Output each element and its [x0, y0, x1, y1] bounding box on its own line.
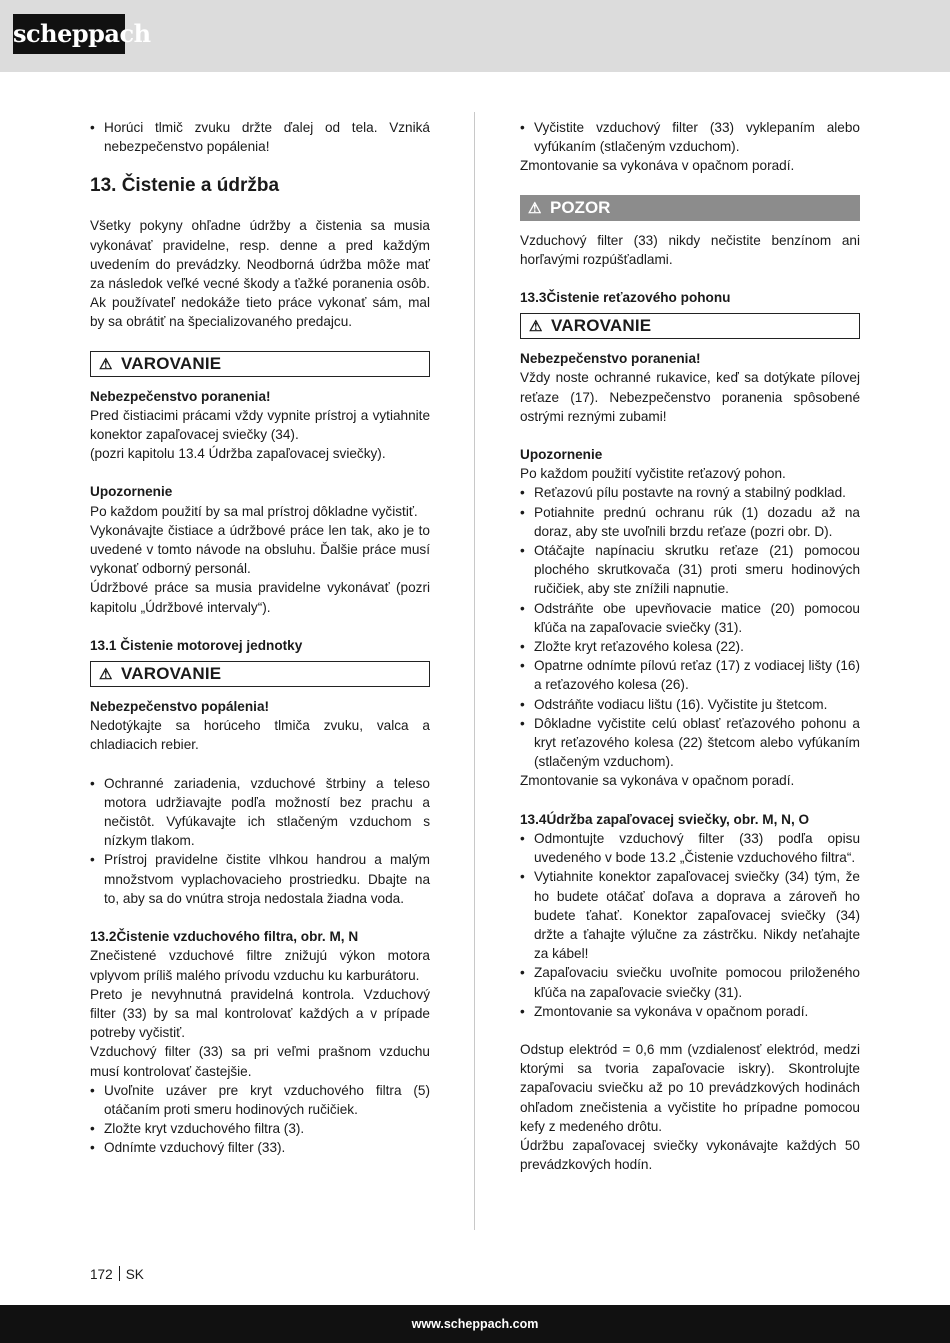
list-item: • Dôkladne vyčistite celú oblasť reťazového pohonu a kryt reťazového kolesa (22) štetcom alebo vyfúkaním (stlačeným vzduchom). [520, 714, 860, 772]
caution-text: Vzduchový filter (33) nikdy nečistite benzínom ani horľavými rozpúšťadlami. [520, 232, 860, 267]
bullet-list [520, 118, 860, 156]
section-13-intro: Všetky pokyny ohľadne údržby a čistenia sa musia vykonávať pravidelne, resp. denne a pred každým uvedením do prevádzky. Neodborná údržba môže mať za následok veľké vecné škody a ťažké poranenia osôb. Ak používateľ nedokáže tieto práce vykonať sám, mal by sa obrátiť na špecializovaného predajcu. [90, 218, 430, 330]
note-text: Po každom použití vyčistite reťazový pohon. [520, 466, 786, 482]
bullet-list [520, 829, 860, 1021]
paragraph: Zmontovanie sa vykonáva v opačnom poradí. [520, 158, 795, 174]
section-13-title: 13. Čistenie a údržba [90, 175, 280, 197]
list-item: • Opatrne odnímte pílovú reťaz (17) z vodiacej lišty (16) a reťazového kolesa (26). [520, 656, 860, 694]
note-text: Údržbové práce sa musia pravidelne vykonávať (pozri kapitolu „Údržbové intervaly“). [90, 580, 430, 615]
paragraph: Odstup elektród = 0,6 mm (vzdialenosť elektród, medzi ktorými sa tvoria zapaľovacie iskry). Skontrolujte zapaľovaciu sviečku až po 10 prevádzkových hodinách ohľadom znečistenia a vyčistite ho prípadne pomocou kefy z medeného drôtu. [520, 1041, 860, 1134]
section-13-4-title: 13.4Údržba zapaľovacej sviečky, obr. M, N, O [520, 811, 810, 827]
warning-text: Nedotýkajte sa horúceho tlmiča zvuku, valca a chladiacich rebier. [90, 718, 430, 753]
note-text: Vykonávajte čistiace a údržbové práce len tak, ako je to uvedené v tomto návode na obsluhu. Ďalšie práce musí vykonať odborný personál. [90, 522, 430, 577]
column-divider [474, 112, 475, 1230]
warning-triangle-icon: ⚠ [99, 666, 113, 684]
page-number-separator [119, 1266, 120, 1281]
note-heading: Upozornenie [90, 484, 173, 500]
list-item: • Potiahnite prednú ochranu rúk (1) dozadu až na doraz, aby ste uvoľnili brzdu reťaze (pozri obr. D). [520, 503, 860, 541]
header-band [0, 0, 950, 72]
warning-box [90, 661, 430, 687]
warning-text-ref: (pozri kapitolu 13.4 Údržba zapaľovacej sviečky). [90, 446, 386, 462]
list-item: • Vytiahnite konektor zapaľovacej sviečky (34) tým, že ho budete otáčať doľava a doprava a zároveň ho budete ťahať. Konektor zapaľovacej sviečky (34) držte a ťahajte výlučne za zástrčku. Nikdy neťahajte za kábel! [520, 867, 860, 963]
section-13-1-title: 13.1 Čistenie motorovej jednotky [90, 637, 303, 653]
scheppach-logo: scheppach [13, 14, 125, 54]
note-text: Po každom použití by sa mal prístroj dôkladne vyčistiť. [90, 503, 418, 519]
list-item: • Zložte kryt reťazového kolesa (22). [520, 637, 860, 656]
list-item: • Odmontujte vzduchový filter (33) podľa opisu uvedeného v bode 13.2 „Čistenie vzduchového filtra“. [520, 829, 860, 867]
warning-box [520, 313, 860, 339]
warning-triangle-icon: ⚠ [99, 355, 113, 373]
warning-heading: Nebezpečenstvo poranenia! [90, 388, 271, 404]
list-item: • Odstráňte obe upevňovacie matice (20) pomocou kľúča na zapaľovacie sviečky (31). [520, 599, 860, 637]
list-item: • Prístroj pravidelne čistite vlhkou handrou a malým množstvom vyplachovacieho prostriedku. Dbajte na to, aby sa do vnútra stroja nedostala žiadna voda. [90, 850, 430, 908]
caution-box [520, 195, 860, 221]
bullet-list [90, 774, 430, 908]
paragraph: Údržbu zapaľovacej sviečky vykonávajte každých 50 prevádzkových hodín. [520, 1137, 860, 1173]
section-13-3-title: 13.3Čistenie reťazového pohonu [520, 290, 731, 306]
paragraph: Zmontovanie sa vykonáva v opačnom poradí. [520, 773, 795, 789]
warning-heading: Nebezpečenstvo popálenia! [90, 699, 270, 715]
list-item: • Odstráňte vodiacu lištu (16). Vyčistite ju štetcom. [520, 695, 860, 714]
list-item: • Zapaľovaciu sviečku uvoľnite pomocou priloženého kľúča na zapaľovacie sviečky (31). [520, 963, 860, 1001]
list-item: • Ochranné zariadenia, vzduchové štrbiny a teleso motora udržiavajte podľa možností bez prachu a nečistôt. Vyfúkavajte ich stlačeným vzduchom s nízkym tlakom. [90, 774, 430, 851]
language-code: SK [125, 1267, 144, 1282]
warning-triangle-icon: ⚠ [529, 318, 543, 336]
warning-text: Pred čistiacimi prácami vždy vypnite prístroj a vytiahnite konektor zapaľovacej sviečky (34). [90, 407, 430, 443]
list-item: • Zložte kryt vzduchového filtra (3). [90, 1119, 430, 1138]
left-column [90, 118, 430, 1158]
warning-box [90, 351, 430, 377]
caution-label: POZOR [550, 197, 611, 217]
list-item: • Reťazovú pílu postavte na rovný a stabilný podklad. [520, 483, 860, 502]
warning-label: VAROVANIE [121, 353, 222, 373]
list-item: • Vyčistite vzduchový filter (33) vyklepaním alebo vyfúkaním (stlačeným vzduchom). [520, 118, 860, 156]
page-number-value: 172 [90, 1267, 113, 1282]
list-item: • Otáčajte napínaciu skrutku reťaze (21) pomocou plochého skrutkovača (31) proti smeru hodinových ručičiek, aby ste znížili napnutie. [520, 541, 860, 599]
paragraph: Znečistené vzduchové filtre znižujú výkon motora vplyvom príliš malého prívodu vzduchu ku karburátoru. [90, 948, 430, 983]
footer-band [0, 1305, 950, 1343]
list-item: • Odnímte vzduchový filter (33). [90, 1138, 430, 1157]
list-item: • Horúci tlmič zvuku držte ďalej od tela. Vzniká nebezpečenstvo popálenia! [90, 118, 430, 156]
bullet-list [90, 1081, 430, 1158]
right-column [520, 118, 860, 1174]
warning-label: VAROVANIE [551, 316, 652, 336]
website-link[interactable]: www.scheppach.com [411, 1317, 539, 1331]
warning-text: Vždy noste ochranné rukavice, keď sa dotýkate pílovej reťaze (17). Nebezpečenstvo poranenia spôsobené ostrými reznými zubami! [520, 370, 860, 424]
note-heading: Upozornenie [520, 447, 603, 463]
list-item: • Uvoľnite uzáver pre kryt vzduchového filtra (5) otáčaním proti smeru hodinových ručičiek. [90, 1081, 430, 1119]
page-number [90, 1265, 144, 1284]
list-item: • Zmontovanie sa vykonáva v opačnom poradí. [520, 1002, 860, 1021]
paragraph: Vzduchový filter (33) sa pri veľmi prašnom vzduchu musí kontrolovať častejšie. [90, 1044, 430, 1079]
intro-bullet-list [90, 118, 430, 156]
warning-triangle-icon: ⚠ [528, 199, 542, 217]
warning-label: VAROVANIE [121, 664, 222, 684]
paragraph: Preto je nevyhnutná pravidelná kontrola. Vzduchový filter (33) by sa mal kontrolovať každých a v prípade potreby vyčistiť. [90, 986, 430, 1041]
section-13-2-title: 13.2Čistenie vzduchového filtra, obr. M, N [90, 929, 359, 945]
bullet-list [520, 483, 860, 771]
warning-heading: Nebezpečenstvo poranenia! [520, 351, 701, 367]
